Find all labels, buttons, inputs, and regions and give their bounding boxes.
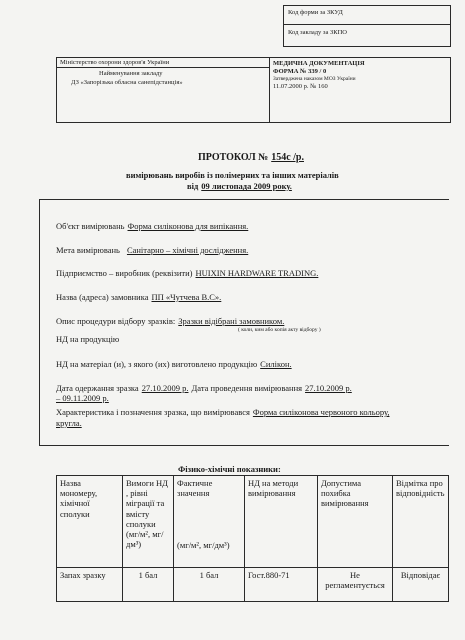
- sampling-label: Опис процедури відбору зразків:: [56, 316, 176, 326]
- customer-label: Назва (адреса) замовника: [56, 292, 149, 302]
- nd-material-field: [56, 359, 292, 369]
- protocol-subtitle: вимірювань виробів із полімерних та інших матеріалів: [126, 170, 339, 180]
- institution-label: Найменування закладу: [99, 70, 163, 77]
- cell-requirement: 1 бал: [123, 568, 174, 602]
- header-box: [56, 57, 451, 123]
- customer-field: [56, 292, 221, 302]
- cell-tolerance: Не регламентується: [318, 568, 393, 602]
- cell-method: Гост.880-71: [245, 568, 318, 602]
- characteristic-label: Характеристика і позначення зразка, що вимірювався: [56, 407, 250, 417]
- col-header-compliance: Відмітка про відповідність: [393, 476, 449, 568]
- protocol-title: [198, 152, 304, 163]
- col-header-actual: [174, 476, 245, 568]
- protocol-title-prefix: ПРОТОКОЛ №: [198, 152, 269, 163]
- approval-date: 11.07.2000 р. № 160: [273, 83, 328, 91]
- characteristic-field: [56, 407, 389, 417]
- sampling-field: [56, 316, 284, 326]
- institution-name: ДЗ «Запорізька обласна санепідстанція»: [71, 79, 183, 86]
- col-header-tolerance: Допустима похибка вимірювання: [318, 476, 393, 568]
- object-value: Форма силіконова для випікання.: [127, 221, 249, 231]
- object-label: Об'єкт вимірювань: [56, 221, 125, 231]
- purpose-label: Мета вимірювань: [56, 245, 120, 255]
- codes-box: [283, 5, 451, 47]
- ministry-name: Міністерство охорони здоров'я України: [60, 59, 170, 66]
- protocol-date-prefix: від: [187, 181, 199, 191]
- characteristic-value-cont: кругла.: [56, 418, 82, 428]
- institution-code-label: Код закладу за ЗКПО: [288, 29, 347, 36]
- table-row: [57, 568, 449, 602]
- maker-field: [56, 268, 318, 278]
- received-label: Дата одержання зразка: [56, 383, 139, 393]
- conducted-label: Дата проведення вимірювання: [191, 383, 303, 393]
- col-header-actual-label: Фактичне значення: [177, 478, 213, 499]
- col-header-compound: Назва мономеру, хімічної сполуки: [57, 476, 123, 568]
- maker-label: Підприємство – виробник (реквізити): [56, 268, 193, 278]
- object-field: [56, 221, 248, 231]
- approval-note: Затверджена наказом МОЗ України: [273, 76, 356, 83]
- cell-actual: 1 бал: [174, 568, 245, 602]
- characteristic-value: Форма силіконова червоного кольору,: [252, 407, 390, 417]
- protocol-date-value: 09 листопада 2009 року.: [201, 181, 292, 191]
- purpose-value: Санітарно – хімічні дослідження.: [126, 245, 249, 255]
- protocol-date: [187, 181, 292, 191]
- col-header-actual-units: (мг/м², мг/дм³): [177, 540, 230, 550]
- cell-compound: Запах зразку: [57, 568, 123, 602]
- nd-material-label: НД на матеріал (и), з якого (их) виготовлено продукцію: [56, 359, 258, 369]
- conducted-end-date: – 09.11.2009 р.: [56, 393, 109, 403]
- form-number: ФОРМА № 339 / 0: [273, 68, 327, 76]
- details-box: [39, 199, 449, 446]
- protocol-number: 154с /р.: [271, 152, 304, 163]
- sampling-value: Зразки відібрані замовником.: [178, 316, 285, 326]
- dates-field: [56, 383, 352, 393]
- nd-material-value: Силікон.: [260, 359, 292, 369]
- conducted-value: 27.10.2009 р.: [305, 383, 352, 393]
- cell-compliance: Відповідає: [393, 568, 449, 602]
- med-doc-title: МЕДИЧНА ДОКУМЕНТАЦІЯ: [273, 60, 365, 67]
- customer-value: ПП «Чутчева В.С».: [151, 292, 222, 302]
- col-header-methods: НД на методи вимірювання: [245, 476, 318, 568]
- form-code-label: Код форми за ЗКУД: [288, 9, 343, 16]
- maker-value: HUIXIN HARDWARE TRADING.: [195, 268, 319, 278]
- received-value: 27.10.2009 р.: [141, 383, 189, 393]
- nd-product-label: НД на продукцію: [56, 334, 120, 344]
- table-caption: Фізико-хімічні показники:: [178, 464, 281, 474]
- col-header-requirements: Вимоги НД , рівні міграції та вмісту сполуки (мг/м², мг/дм³): [123, 476, 174, 568]
- indicators-table: [56, 475, 449, 602]
- sampling-note: ( коли, ким або копія акту відбору ): [238, 327, 321, 333]
- table-header-row: [57, 476, 449, 568]
- purpose-field: [56, 245, 248, 255]
